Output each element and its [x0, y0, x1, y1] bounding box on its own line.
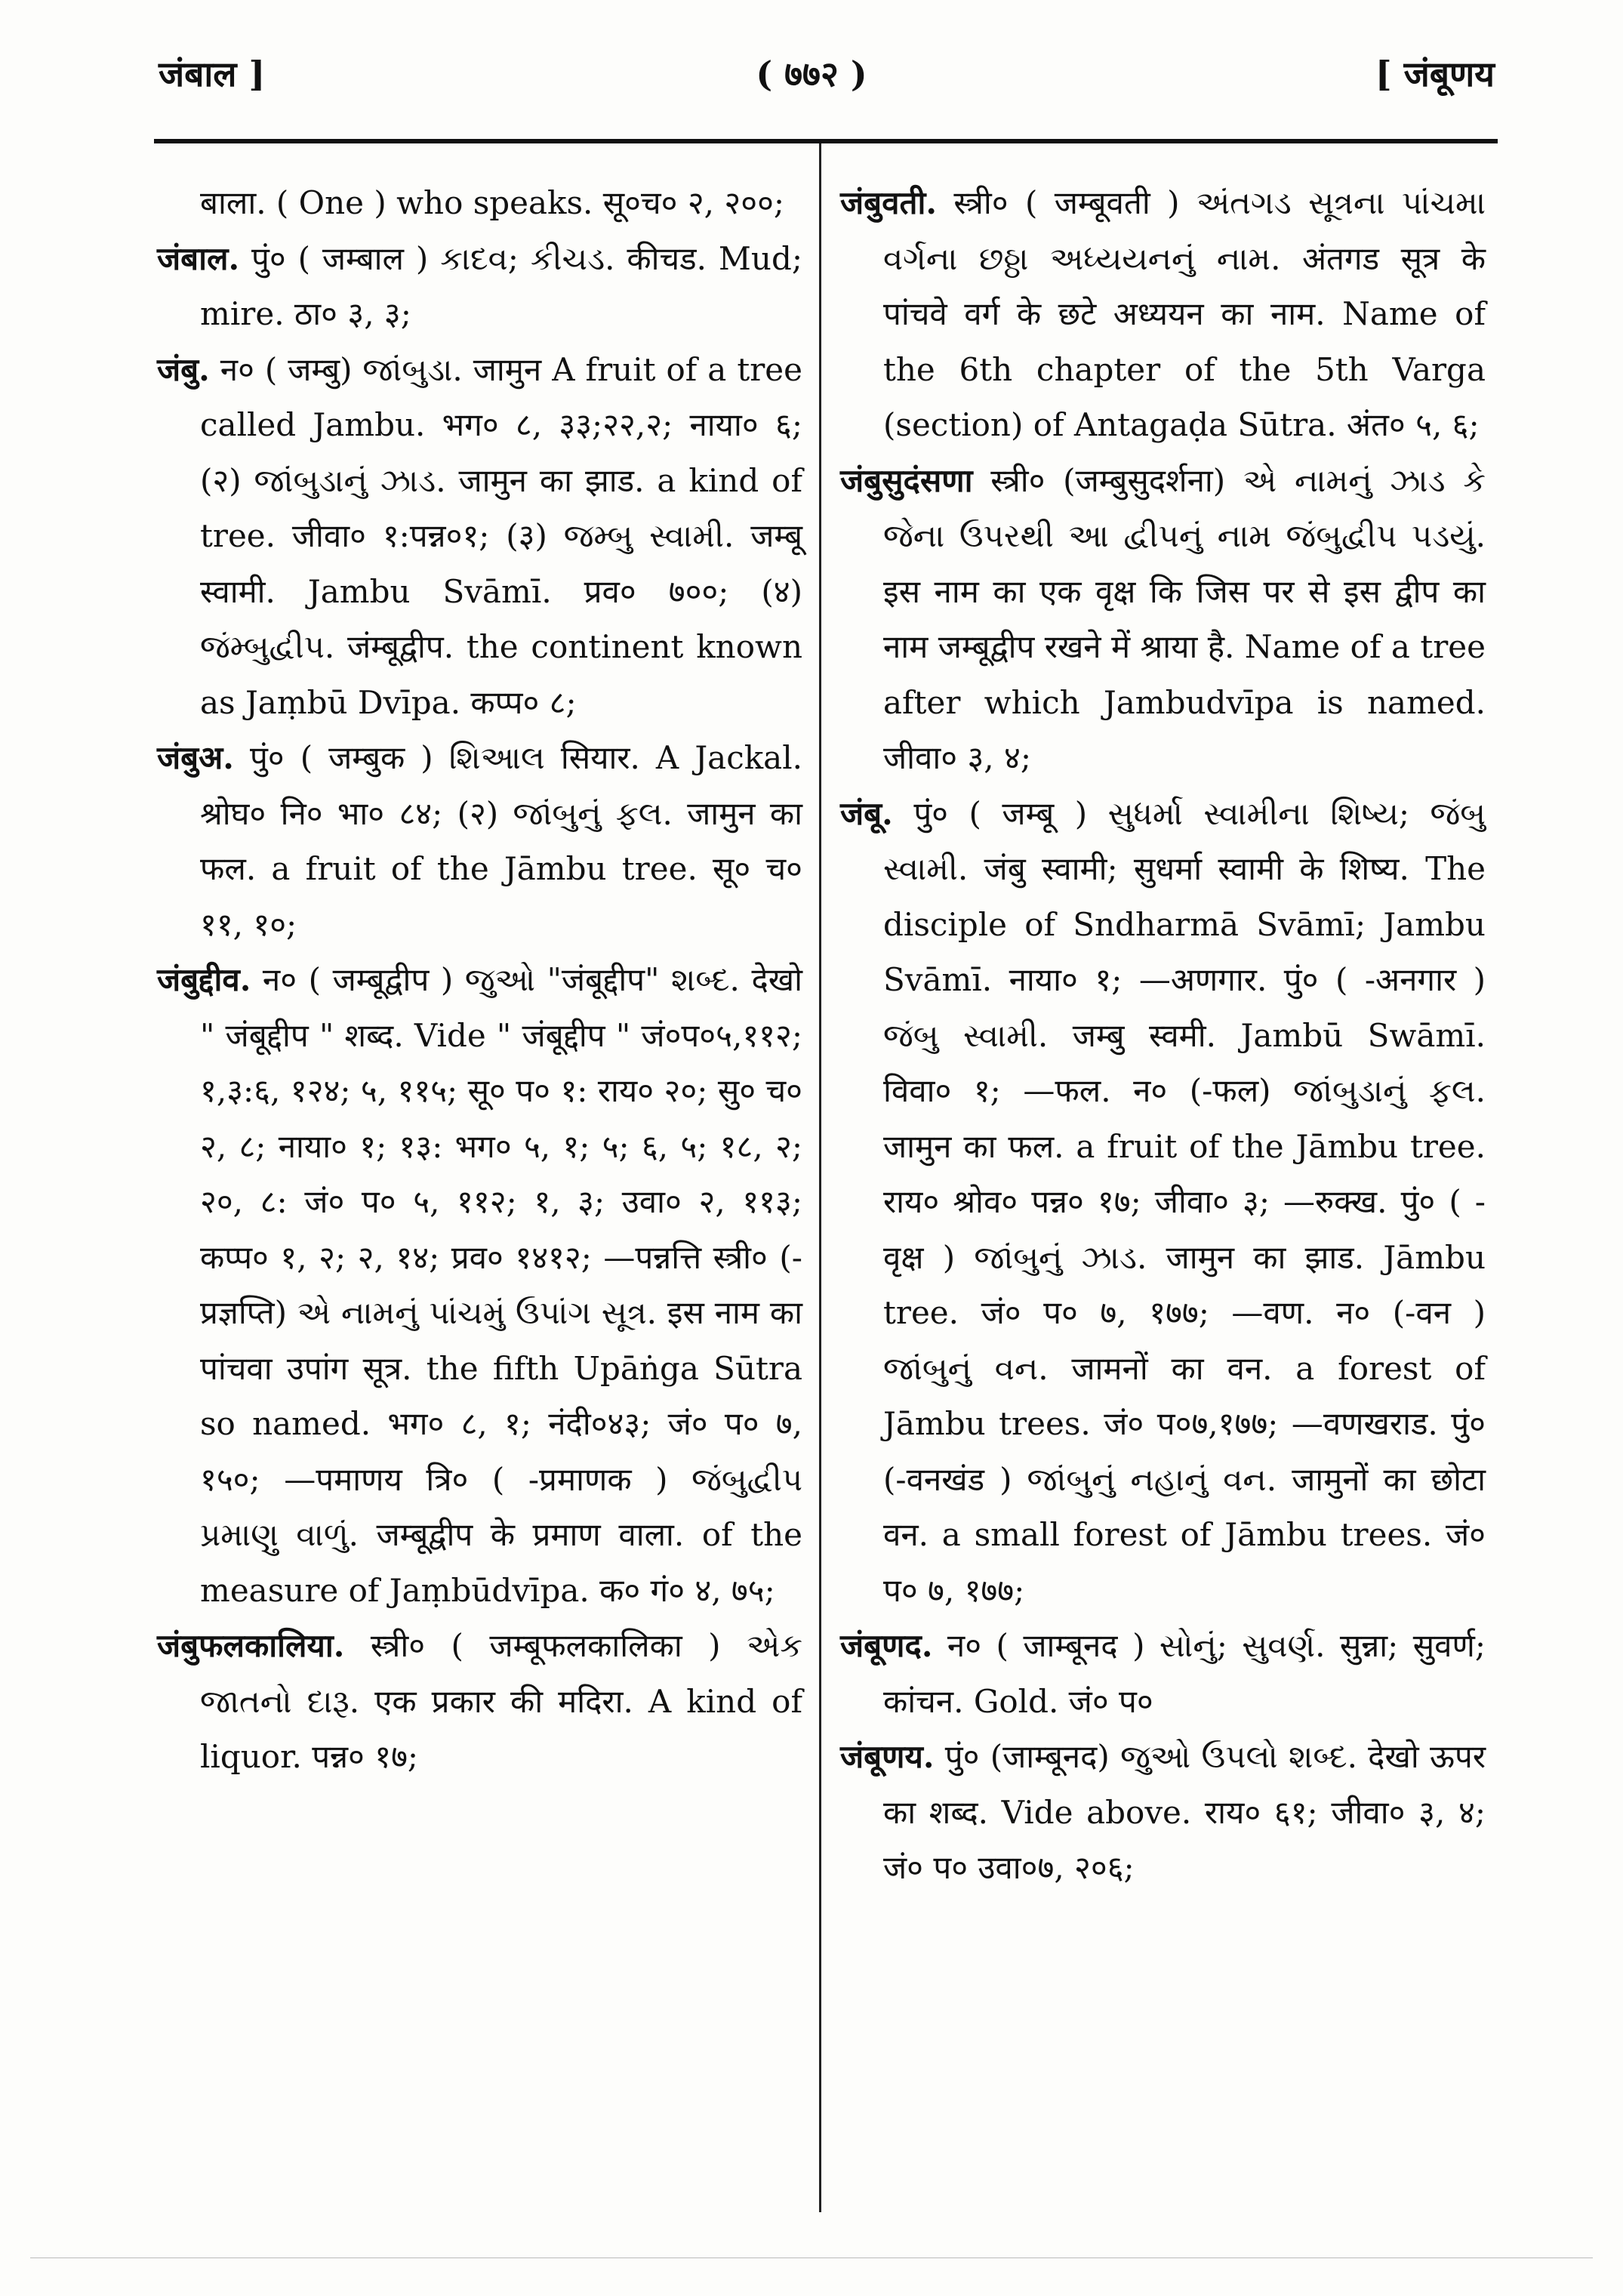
entry-text: पुं० ( जम्बू ) સુધર્મા સ્વામીના શિષ્ય; જંબુ સ્વામી. जंबु स्वामी; सुधर्मा स्वामी के शिष्य. The disciple of Sndharmā Svāmī; Jambu Svāmī. नाया० १; —अणगार. पुं० ( -अनगार ) જંબુ સ્વામી. जम्बु स्वमी. Jambū Swāmī. विवा० १; —फल. न० (-फल) જાંબુડાનું ફલ. जामुन का फल. a fruit of the Jāmbu tree. राय० श्रोव० पन्न० १७; जीवा० ३; —रुक्ख. पुं० ( -वृक्ष ) જાંબુનું ઝાડ. जामुन का झाड. Jāmbu tree. जं० प० ७, १७७; —वण. न० (-वन ) જાંબુનું વન. जामनों का वन. a forest of Jāmbu trees. जं० प०७,१७७; —वणखराड. पुं० (-वनखंड ) જાંબુનું નહાનું વન. जामुनों का छोटा वन. a small forest of Jāmbu trees. जं० प० ७, १७७;	[883, 794, 1486, 1609]
entry-headword: जंबुसुदंसणा	[840, 461, 973, 499]
entry-text: स्त्री० (जम्बुसुदर्शना) એ નામનું ઝાડ કે જેના ઉપરથી આ દ્વીપનું નામ જંબુદ્વીપ પડયું. इस नाम का एक वृक्ष कि जिस पर से इस द्वीप का नाम जम्बूद्वीप रखने में श्राया है. Name of a tree after which Jambudvīpa is named. जीवा० ३, ४;	[883, 461, 1486, 776]
header-rule	[154, 139, 1498, 143]
bottom-edge-line	[30, 2257, 1593, 2258]
entry-headword: जंबूणद.	[840, 1627, 933, 1664]
dictionary-entry	[840, 453, 1486, 786]
entry-headword: जंबाल.	[157, 239, 240, 277]
left-column	[157, 175, 802, 1785]
dictionary-entry	[157, 730, 802, 952]
dictionary-entry	[157, 342, 802, 731]
dictionary-entry	[840, 175, 1486, 453]
entry-text: बाला. ( One ) who speaks. सू०च० २, २००;	[200, 184, 785, 221]
entry-headword: जंबुवती.	[840, 184, 937, 221]
right-column	[840, 175, 1486, 1896]
entry-headword: जंबुद्दीव.	[157, 961, 251, 998]
dictionary-entry	[157, 231, 802, 342]
dictionary-entry	[157, 175, 802, 231]
entry-text: पुं० ( जम्बुक ) શિઆલ सियार. A Jackal. श्रोघ० नि० भा० ८४; (२) જાંબુનું ફલ. जामुन का फल. a fruit of the Jāmbu tree. सू० च० ११, १०;	[200, 739, 802, 943]
entry-headword: जंबुफलकालिया.	[157, 1627, 345, 1664]
entry-text: पुं० ( जम्बाल ) કાદવ; કીચડ. कीचड. Mud; mire. ठा० ३, ३;	[200, 239, 802, 332]
entry-text: स्त्री० ( जम्बूफलकालिका ) એક જાતનો દારૂ. एक प्रकार की मदिरा. A kind of liquor. पन्न० १७;	[200, 1627, 802, 1775]
entry-text: न० ( जम्बूद्वीप ) જુઓ "जंबूद्दीप" શબ્દ. देखो " जंबूद्दीप " शब्द. Vide " जंबूद्दीप " जं०प०५,११२; १,३:६, १२४; ५, ११५; सू० प० १: राय० २०; सु० च० २, ८; नाया० १; १३: भग० ५, १; ५; ६, ५; १८, २; २०, ८: जं० प० ५, ११२; १, ३; उवा० २, ११३; कप्प० १, २; २, १४; प्रव० १४१२; —पन्नत्ति स्त्री० (-प्रज्ञप्ति) એ નામનું પાંચમું ઉપાંગ સૂત્ર. इस नाम का पांचवा उपांग सूत्र. the fifth Upāṅga Sūtra so named. भग० ८, १; नंदी०४३; जं० प० ७, १५०; —पमाणय त्रि० ( -प्रमाणक ) જંબુદ્વીપ પ્રમાણુ વાળું. जम्बूद्वीप के प्रमाण वाला. of the measure of Jaṃbūdvīpa. क० गं० ४, ७५;	[200, 961, 802, 1609]
page-number: ( ७७२ )	[756, 54, 867, 94]
dictionary-entry	[840, 786, 1486, 1619]
entry-text: न० ( जाम्बूनद ) સોનું; સુવર્ણ. सुन्ना; सुवर्ण; कांचन. Gold. जं० प०	[883, 1627, 1486, 1720]
entry-headword: जंबूणय.	[840, 1738, 935, 1775]
entry-headword: जंबू.	[840, 794, 893, 832]
entry-text: पुं० (जाम्बूनद) જુઓ ઉપલો શબ્દ. देखो ऊपर का शब्द. Vide above. राय० ६१; जीवा० ३, ४; जं० प० उवा०७, २०६;	[883, 1738, 1486, 1886]
dictionary-entry	[840, 1618, 1486, 1729]
running-head-right: [ जंबूणय	[1375, 54, 1495, 94]
entry-headword: जंबु.	[157, 350, 210, 388]
column-divider	[819, 143, 821, 2212]
entry-text: न० ( जम्बु) જાંબુડા. जामुन A fruit of a tree called Jambu. भग० ८, ३३;२२,२; नाया० ६; (२) જાંબુડાનું ઝાડ. जामुन का झाड. a kind of tree. जीवा० १:पन्न०१; (३) જમ્બુ સ્વામી. जम्बू स्वामी. Jambu Svāmī. प्रव० ७००; (४) જંમ્બુદ્વીપ. जंम्बूद्वीप. the continent known as Jaṃbū Dvīpa. कप्प० ८;	[200, 350, 802, 721]
dictionary-entry	[840, 1729, 1486, 1896]
dictionary-entry	[157, 952, 802, 1618]
dictionary-entry	[157, 1618, 802, 1785]
entry-text: स्त्री० ( जम्बूवती ) અંતગડ સૂત્રના પાંચમા વર્ગના છઠ્ઠા અધ્યયનનું નામ. अंतगड सूत्र के पांचवे वर्ग के छटे अध्ययन का नाम. Name of the 6th chapter of the 5th Varga (section) of Antagaḍa Sūtra. अंत० ५, ६;	[883, 184, 1486, 443]
entry-headword: जंबुअ.	[157, 739, 234, 776]
running-head-left: जंबाल ]	[159, 54, 266, 94]
